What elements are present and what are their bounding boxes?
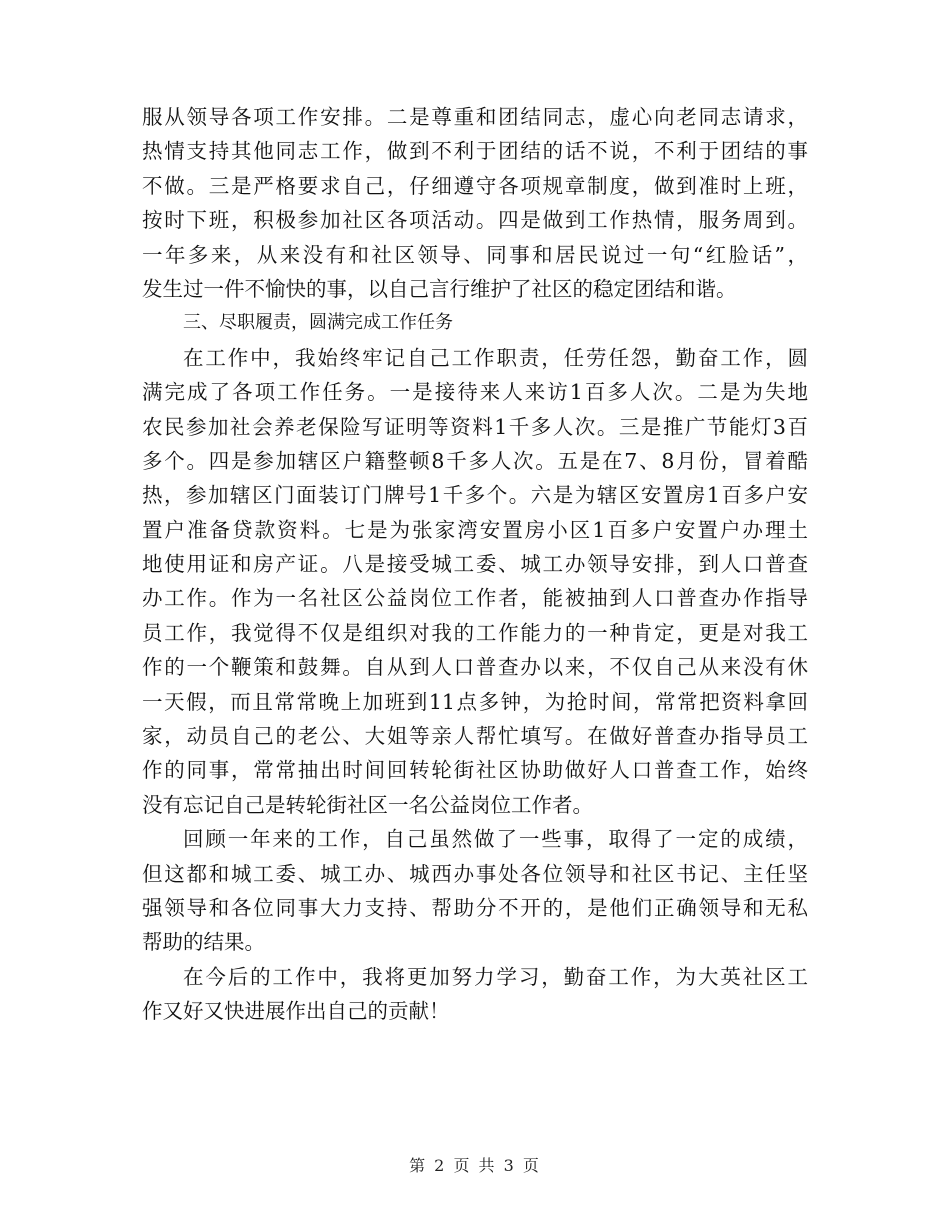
text-line: 热情支持其他同志工作，做到不利于团结的话不说，不利于团结的事	[142, 139, 808, 164]
text-line: 一年多来，从来没有和社区领导、同事和居民说过一句“红脸话”，	[142, 242, 808, 267]
text-line: 地使用证和房产证。八是接受城工委、城工办领导安排，到人口普查	[142, 552, 808, 577]
text-line: 办工作。作为一名社区公益岗位工作者，能被抽到人口普查办作指导	[142, 586, 808, 611]
text-line: 发生过一件不愉快的事，以自己言行维护了社区的稳定团结和谐。	[142, 276, 737, 301]
document-body	[142, 100, 808, 1029]
text-line: 作的一个鞭策和鼓舞。自从到人口普查办以来，不仅自己从来没有休	[142, 655, 808, 680]
text-line: 热，参加辖区门面装订门牌号1千多个。六是为辖区安置房1百多户安	[142, 483, 808, 508]
text-line: 在工作中，我始终牢记自己工作职责，任劳任怨，勤奋工作，圆	[183, 345, 808, 370]
text-line: 回顾一年来的工作，自己虽然做了一些事，取得了一定的成绩，	[183, 827, 808, 852]
text-line: 农民参加社会养老保险写证明等资料1千多人次。三是推广节能灯3百	[142, 414, 808, 439]
text-line: 家，动员自己的老公、大姐等亲人帮忙填写。在做好普查办指导员工	[142, 724, 808, 749]
text-line: 多个。四是参加辖区户籍整顿8千多人次。五是在7、8月份，冒着酷	[142, 448, 808, 473]
text-line: 满完成了各项工作任务。一是接待来人来访1百多人次。二是为失地	[142, 380, 808, 405]
text-line: 一天假，而且常常晚上加班到11点多钟，为抢时间，常常把资料拿回	[142, 689, 808, 714]
text-line: 强领导和各位同事大力支持、帮助分不开的，是他们正确领导和无私	[142, 895, 808, 920]
text-line: 在今后的工作中，我将更加努力学习，勤奋工作，为大英社区工	[183, 964, 808, 989]
text-line: 员工作，我觉得不仅是组织对我的工作能力的一种肯定，更是对我工	[142, 620, 808, 645]
section-heading: 三、尽职履责，圆满完成工作任务	[183, 312, 453, 334]
text-line: 但这都和城工委、城工办、城西办事处各位领导和社区书记、主任坚	[142, 861, 808, 886]
text-line: 按时下班，积极参加社区各项活动。四是做到工作热情，服务周到。	[142, 208, 808, 233]
text-line: 帮助的结果。	[142, 930, 265, 955]
text-line: 置户准备贷款资料。七是为张家湾安置房小区1百多户安置户办理土	[142, 517, 808, 542]
page-number-footer: 第 2 页 共 3 页	[409, 1156, 541, 1175]
text-line: 作又好又快进展作出自己的贡献！	[142, 999, 450, 1024]
text-line: 没有忘记自己是转轮街社区一名公益岗位工作者。	[142, 792, 593, 817]
text-line: 作的同事，常常抽出时间回转轮街社区协助做好人口普查工作，始终	[142, 758, 808, 783]
text-line: 服从领导各项工作安排。二是尊重和团结同志，虚心向老同志请求，	[142, 105, 808, 129]
text-line: 不做。三是严格要求自己，仔细遵守各项规章制度，做到准时上班，	[142, 173, 808, 198]
